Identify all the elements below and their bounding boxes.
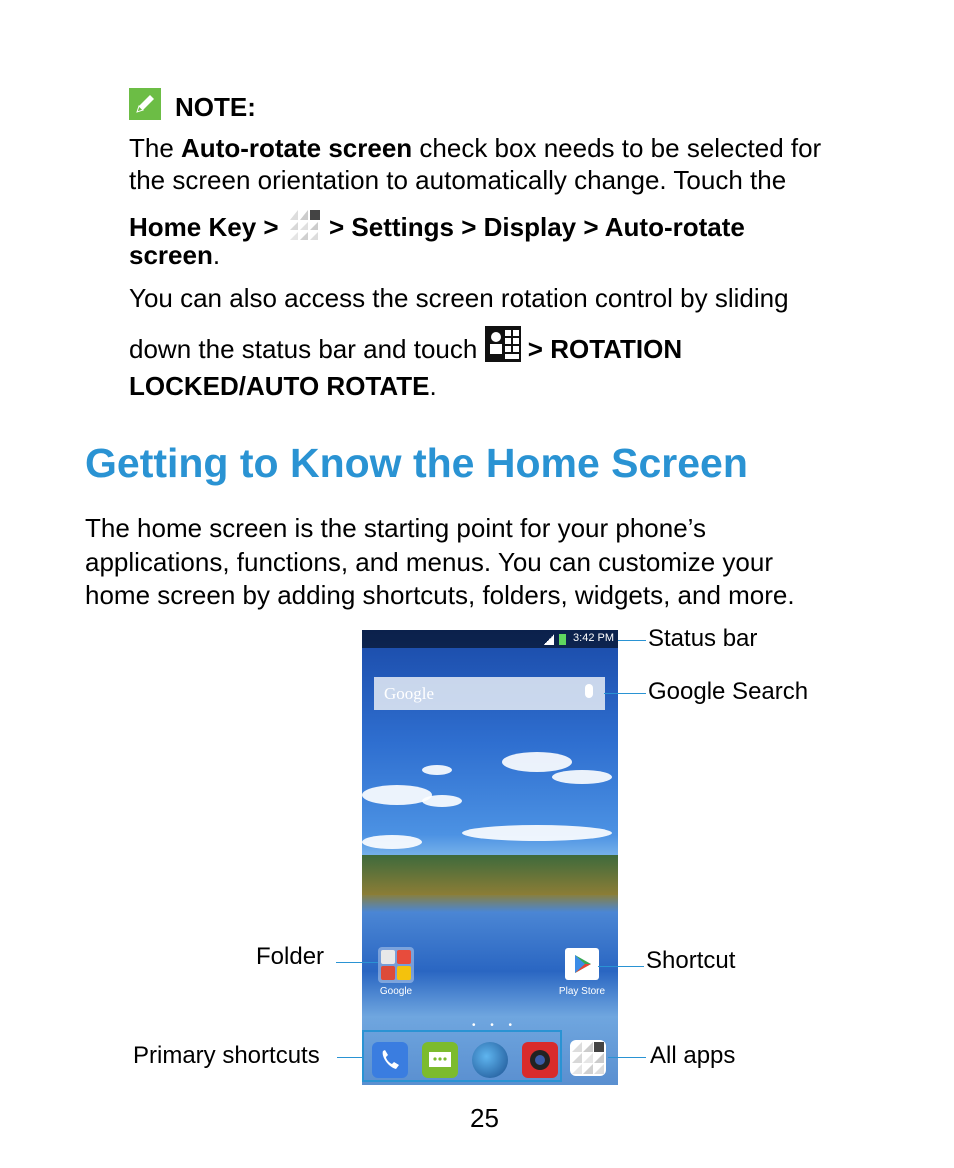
camera-icon[interactable] [522, 1042, 558, 1078]
page-indicator: • • • [472, 1020, 519, 1031]
messaging-icon[interactable] [422, 1042, 458, 1078]
chrome-icon [381, 950, 395, 964]
note-line-4: screen. [129, 240, 221, 270]
photos-icon [397, 966, 411, 980]
mic-icon[interactable] [585, 684, 593, 698]
gmail-icon [397, 950, 411, 964]
callout-google-search: Google Search [648, 678, 809, 705]
cloud [422, 765, 452, 775]
home-screen-screenshot [362, 630, 618, 1085]
all-apps-icon [286, 206, 322, 242]
cloud [552, 770, 612, 784]
callout-line [337, 1057, 362, 1058]
status-bar [362, 630, 618, 648]
note-line-2: the screen orientation to automatically change. Touch the [129, 165, 787, 195]
page-number: 25 [470, 1103, 499, 1133]
search-placeholder: Google [384, 684, 435, 703]
callout-line [618, 640, 646, 641]
callout-status-bar: Status bar [648, 625, 758, 652]
paragraph-line-1: The home screen is the starting point for your phone’s [85, 513, 706, 543]
note-line-6: down the status bar and touch > ROTATION [129, 326, 682, 365]
note-line-1: The Auto-rotate screen check box needs to be selected for [129, 133, 822, 163]
paragraph-line-3: home screen by adding shortcuts, folders, widgets, and more. [85, 580, 795, 610]
cloud [462, 825, 612, 841]
section-heading: Getting to Know the Home Screen [85, 440, 748, 486]
cloud [362, 835, 422, 849]
note-line-3: Home Key > > Settings > Display > Auto-rotate [129, 206, 745, 243]
callout-folder: Folder [256, 943, 325, 970]
callout-shortcut: Shortcut [646, 947, 736, 974]
shortcut-label: Play Store [558, 986, 606, 997]
play-store-shortcut[interactable] [565, 948, 599, 980]
folder-label: Google [379, 986, 413, 997]
paragraph-line-2: applications, functions, and menus. You can customize your [85, 547, 773, 577]
quick-settings-icon [485, 326, 521, 362]
google-folder[interactable] [378, 947, 414, 983]
callout-all-apps: All apps [650, 1042, 736, 1069]
note-title: NOTE: [175, 92, 256, 122]
browser-icon[interactable] [472, 1042, 508, 1078]
google-search-bar[interactable] [374, 677, 605, 710]
primary-shortcuts-dock [362, 1030, 562, 1082]
signal-icon [544, 634, 554, 645]
callout-line [604, 693, 646, 694]
shoreline [362, 855, 618, 895]
cloud [422, 795, 462, 807]
all-apps-button[interactable] [570, 1040, 606, 1076]
status-time: 3:42 PM [573, 632, 614, 644]
callout-line [608, 1057, 646, 1058]
note-line-5: You can also access the screen rotation control by sliding [129, 283, 789, 313]
battery-icon [559, 634, 566, 645]
phone-icon[interactable] [372, 1042, 408, 1078]
callout-line [598, 966, 644, 967]
note-line-7: LOCKED/AUTO ROTATE. [129, 371, 437, 401]
google-plus-icon [381, 966, 395, 980]
callout-line [336, 962, 378, 963]
cloud [502, 752, 572, 772]
note-pencil-icon [129, 88, 161, 120]
callout-primary-shortcuts: Primary shortcuts [133, 1042, 320, 1069]
